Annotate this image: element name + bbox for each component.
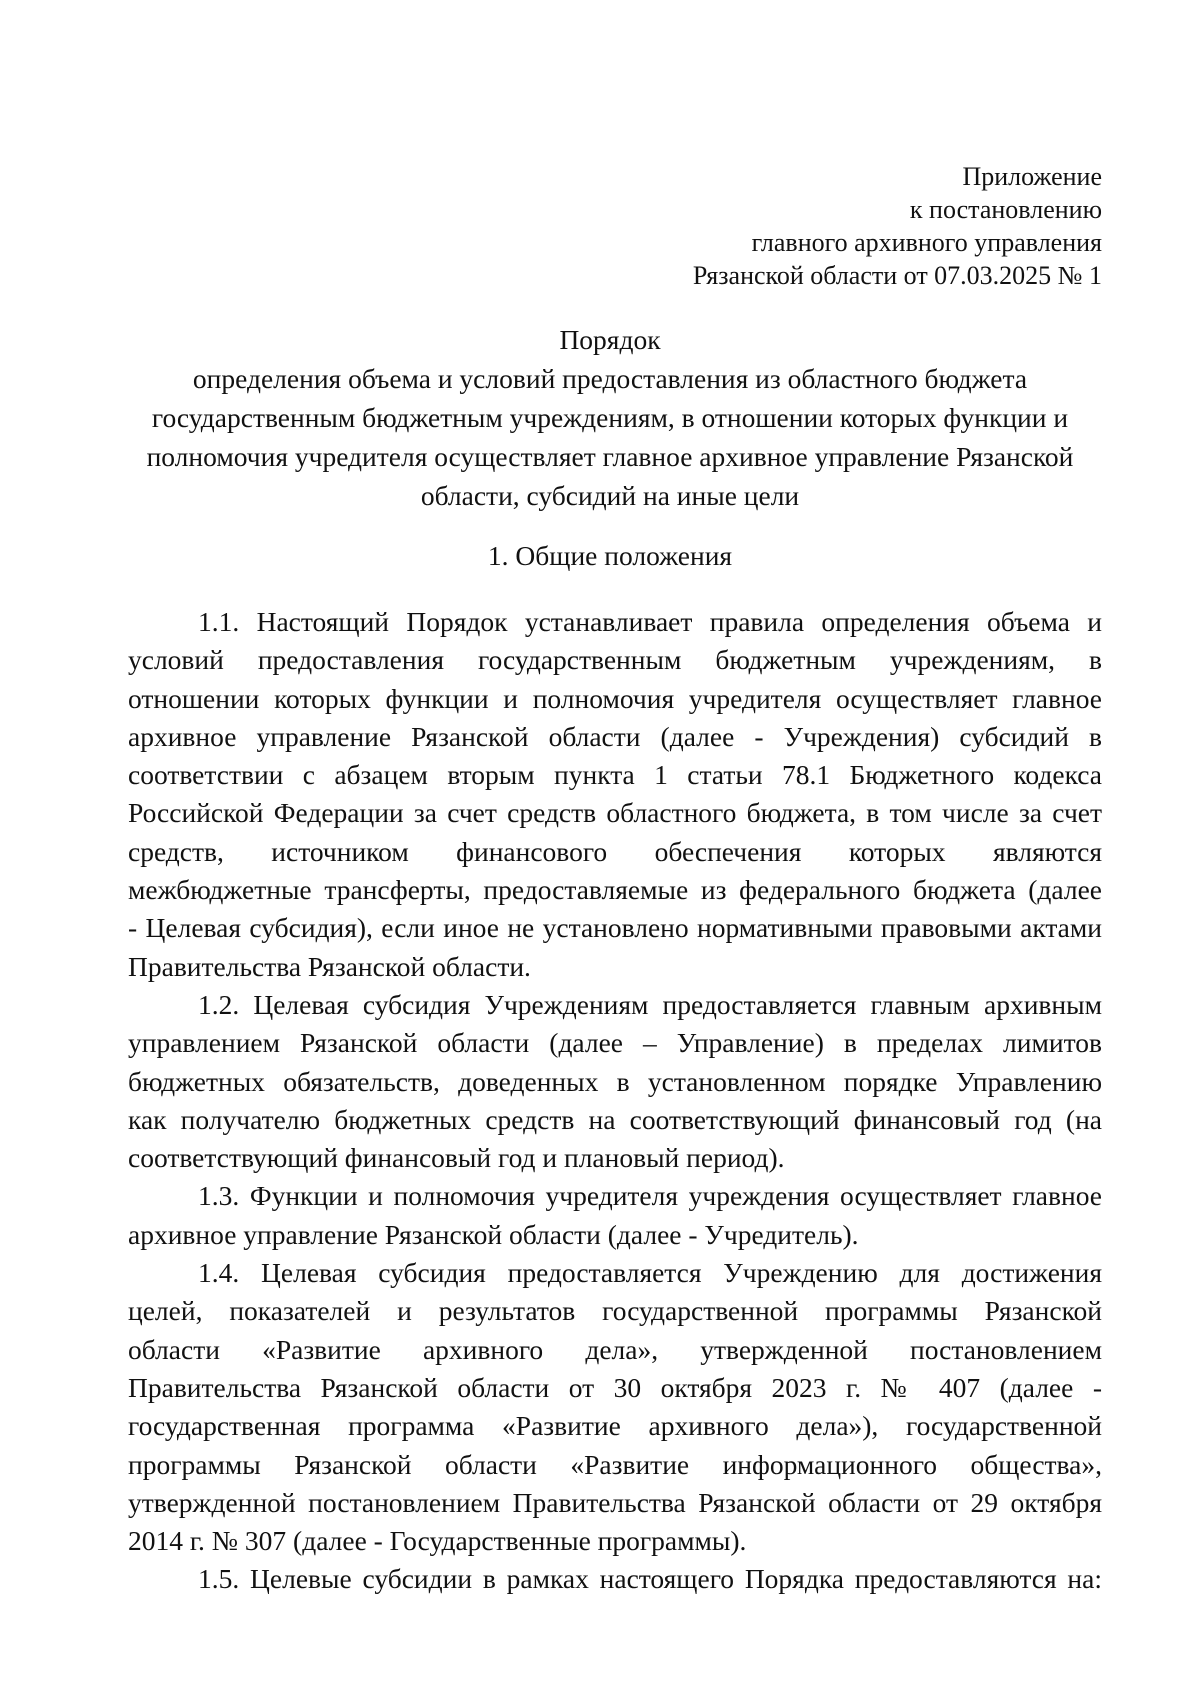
paragraph-line: соответствующий финансовый год и плановый период). <box>128 1142 785 1174</box>
paragraph-line: программы Рязанской области «Развитие информационного общества», <box>128 1448 1102 1480</box>
paragraph-line: Правительства Рязанской области от 30 октября 2023 г. № 407 (далее - <box>128 1371 1102 1403</box>
paragraph-line: соответствии с абзацем вторым пункта 1 статьи 78.1 Бюджетного кодекса <box>128 759 1102 791</box>
paragraph-line: области «Развитие архивного дела», утвержденной постановлением <box>128 1333 1102 1365</box>
section-heading: 1. Общие положения <box>487 540 733 571</box>
paragraph-line: архивное управление Рязанской области (далее - Учредитель). <box>128 1218 859 1250</box>
paragraph-line: государственная программа «Развитие архивного дела»), государственной <box>128 1410 1102 1442</box>
document-title <box>110 320 1110 515</box>
paragraph-1-4 <box>128 1254 1102 1560</box>
paragraph-1-5 <box>128 1560 1102 1598</box>
paragraph-line: 1.2. Целевая субсидия Учреждениям предоставляется главным архивным <box>198 988 1102 1020</box>
appendix-line: Приложение <box>962 162 1102 191</box>
paragraph-line: Правительства Рязанской области. <box>128 950 531 982</box>
appendix-line: главного архивного управления <box>751 228 1102 257</box>
appendix-header <box>620 160 1102 292</box>
document-body <box>128 603 1102 1599</box>
paragraph-line: условий предоставления государственным бюджетным учреждениям, в <box>128 644 1102 676</box>
paragraph-line: Российской Федерации за счет средств областного бюджета, в том числе за счет <box>128 797 1102 829</box>
title-line: государственным бюджетным учреждениям, в отношении которых функции и <box>151 402 1069 433</box>
paragraph-line: управлением Рязанской области (далее – Управление) в пределах лимитов <box>128 1027 1102 1059</box>
paragraph-line: бюджетных обязательств, доведенных в установленном порядке Управлению <box>128 1065 1102 1097</box>
appendix-line: Рязанской области от 07.03.2025 № 1 <box>692 261 1102 290</box>
paragraph-line: как получателю бюджетных средств на соответствующий финансовый год (на <box>128 1103 1102 1135</box>
title-line: определения объема и условий предоставления из областного бюджета <box>192 363 1028 394</box>
paragraph-line: межбюджетные трансферты, предоставляемые из федерального бюджета (далее <box>128 874 1102 906</box>
paragraph-line: - Целевая субсидия), если иное не установлено нормативными правовыми актами <box>128 912 1102 944</box>
title-line: Порядок <box>559 324 661 355</box>
paragraph-line: 1.1. Настоящий Порядок устанавливает правила определения объема и <box>198 606 1102 637</box>
paragraph-1-1 <box>128 603 1102 986</box>
paragraph-line: 1.3. Функции и полномочия учредителя учреждения осуществляет главное <box>198 1180 1102 1212</box>
paragraph-line: 1.5. Целевые субсидии в рамках настоящего Порядка предоставляются на: <box>198 1563 1102 1595</box>
paragraph-line: архивное управление Рязанской области (далее - Учреждения) субсидий в <box>128 720 1102 752</box>
appendix-line: к постановлению <box>909 195 1102 224</box>
paragraph-1-3 <box>128 1177 1102 1254</box>
paragraph-1-2 <box>128 986 1102 1177</box>
title-line: полномочия учредителя осуществляет главное архивное управление Рязанской <box>146 441 1074 472</box>
paragraph-line: целей, показателей и результатов государственной программы Рязанской <box>128 1295 1102 1327</box>
paragraph-line: отношении которых функции и полномочия учредителя осуществляет главное <box>128 682 1102 714</box>
paragraph-line: средств, источником финансового обеспечения которых являются <box>128 835 1102 867</box>
paragraph-line: утвержденной постановлением Правительства Рязанской области от 29 октября <box>128 1486 1102 1518</box>
title-line: области, субсидий на иные цели <box>420 480 800 511</box>
paragraph-line: 2014 г. № 307 (далее - Государственные программы). <box>128 1525 747 1557</box>
paragraph-line: 1.4. Целевая субсидия предоставляется Учреждению для достижения <box>198 1257 1102 1289</box>
